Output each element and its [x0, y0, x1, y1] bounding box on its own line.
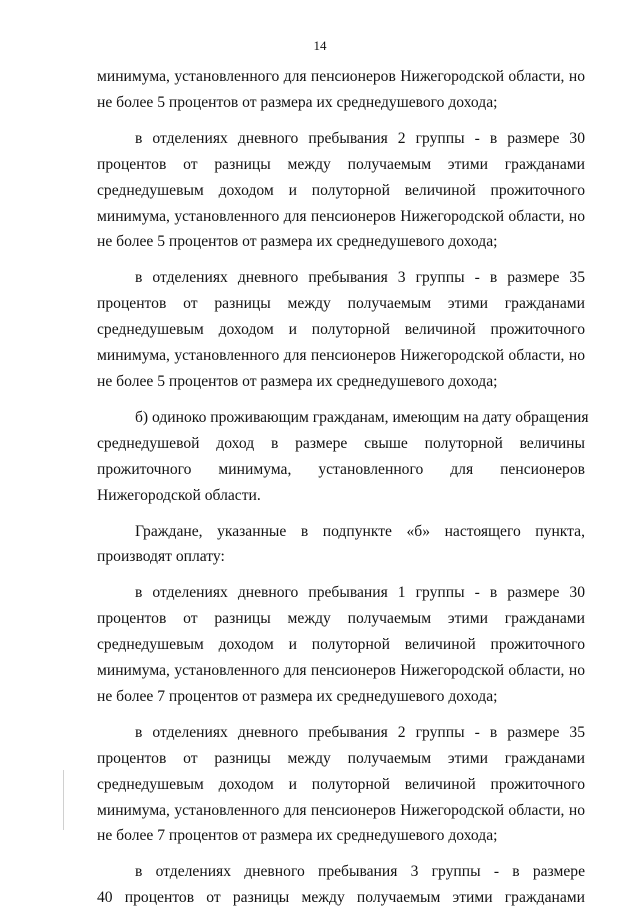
text-line: Нижегородской области.	[97, 486, 261, 504]
text-line: среднедушевым доходом и полуторной величиной прожиточного	[97, 321, 585, 339]
text-line: в отделениях дневного пребывания 2 группы - в размере 35	[135, 723, 585, 741]
text-line: в отделениях дневного пребывания 2 группы - в размере 30	[135, 129, 585, 147]
paragraph	[97, 265, 585, 395]
text-line: процентов от разницы между получаемым этими гражданами	[97, 610, 585, 628]
document-body	[97, 64, 589, 911]
paragraph	[97, 519, 585, 571]
paragraph	[97, 64, 585, 116]
text-line: среднедушевым доходом и полуторной величиной прожиточного	[97, 636, 585, 654]
text-line: среднедушевым доходом и полуторной величиной прожиточного	[97, 775, 585, 793]
text-line: в отделениях дневного пребывания 3 группы - в размере	[135, 863, 585, 881]
text-line: процентов от разницы между получаемым этими гражданами	[97, 749, 585, 767]
text-line: б) одиноко проживающим гражданам, имеющим на дату обращения	[135, 408, 589, 426]
text-line: в отделениях дневного пребывания 3 группы - в размере 35	[135, 269, 585, 287]
paragraph	[97, 580, 585, 710]
text-line: производят оплату:	[97, 548, 225, 566]
text-line: Граждане, указанные в подпункте «б» настоящего пункта,	[135, 522, 585, 540]
text-line: не более 5 процентов от размера их среднедушевого дохода;	[97, 93, 498, 111]
paragraph	[97, 859, 585, 911]
text-line: процентов от разницы между получаемым этими гражданами	[97, 295, 585, 313]
text-line: минимума, установленного для пенсионеров Нижегородской области, но	[97, 801, 585, 819]
text-line: 40 процентов от разницы между получаемым этими гражданами	[97, 889, 585, 907]
text-line: минимума, установленного для пенсионеров Нижегородской области, но	[97, 68, 585, 85]
text-line: не более 5 процентов от размера их среднедушевого дохода;	[97, 372, 498, 390]
text-line: не более 5 процентов от размера их среднедушевого дохода;	[97, 233, 498, 251]
text-line: прожиточного минимума, установленного для пенсионеров	[97, 460, 585, 478]
text-line: среднедушевым доходом и полуторной величиной прожиточного	[97, 181, 585, 199]
scan-edge-mark	[63, 770, 64, 830]
text-line: минимума, установленного для пенсионеров Нижегородской области, но	[97, 347, 585, 365]
text-line: процентов от разницы между получаемым этими гражданами	[97, 155, 585, 173]
text-line: минимума, установленного для пенсионеров Нижегородской области, но	[97, 207, 585, 225]
text-line: минимума, установленного для пенсионеров Нижегородской области, но	[97, 662, 585, 680]
paragraph	[97, 126, 585, 256]
paragraph	[97, 405, 589, 509]
page-number: 14	[313, 38, 327, 53]
text-line: не более 7 процентов от размера их среднедушевого дохода;	[97, 687, 498, 705]
text-line: среднедушевой доход в размере свыше полуторной величины	[97, 434, 585, 452]
text-line: в отделениях дневного пребывания 1 группы - в размере 30	[135, 584, 585, 602]
paragraph	[97, 720, 585, 850]
text-line: не более 7 процентов от размера их среднедушевого дохода;	[97, 827, 498, 845]
